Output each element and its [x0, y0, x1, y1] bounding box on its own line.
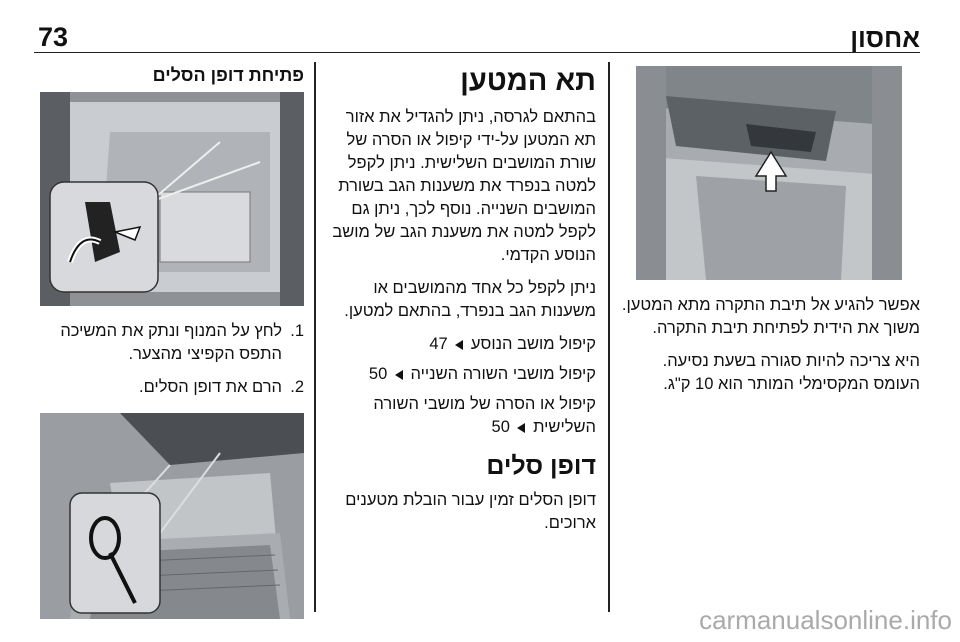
- page-ref-arrow-icon: [395, 370, 403, 380]
- basket-latch-photo: [40, 92, 304, 306]
- basket-open-photo: [40, 413, 304, 619]
- step-2-number: 2.: [290, 378, 304, 396]
- luggage-intro: בהתאם לגרסה, ניתן להגדיל את אזור תא המטען על-ידי קיפול או הסרה של שורת המושבים השלישית. ניתן לקפל למטה בנפרד את משענות הגב בשורת המושבים השנייה. נוסף לכך, ניתן גם לקפל למטה את משענת הגב של מושב הנוסע הקדמי.: [332, 108, 596, 264]
- ref-1-text: קיפול מושב הנוסע: [470, 335, 596, 353]
- column-right: [620, 66, 920, 406]
- open-basket-title: פתיחת דופן הסלים: [152, 65, 304, 85]
- page-ref-arrow-icon: [517, 423, 525, 433]
- page-ref-arrow-icon: [455, 340, 463, 350]
- luggage-para2: ניתן לקפל כל אחד מהמושבים או משענות הגב בנפרד, בהתאם למטען.: [344, 279, 596, 320]
- step-1-text: לחץ על המנוף ונתק את המשיכה התפס הקפיצי מהצער.: [60, 322, 282, 363]
- ref-fold-second-row[interactable]: [328, 363, 596, 386]
- ref-fold-third-row[interactable]: [328, 393, 596, 439]
- section-title: אחסון: [850, 23, 920, 53]
- step-2: [34, 376, 304, 399]
- ref-1-page: 47: [429, 335, 448, 353]
- step-1-number: 1.: [290, 322, 304, 340]
- ref-2-page: 50: [368, 365, 388, 383]
- page-header: [34, 22, 920, 53]
- basket-text: דופן הסלים זמין עבור הובלת מטענים ארוכים.: [345, 491, 596, 532]
- ref-3-text: קיפול או הסרה של מושבי השורה השלישית: [373, 395, 596, 436]
- ref-2-text: קיפול מושבי השורה השנייה: [410, 365, 596, 383]
- step-1: [34, 320, 304, 366]
- caption-1: אפשר להגיע אל תיבת התקרה מתא המטען. משוך את הידית לפתיחת תיבת התקרה.: [621, 296, 920, 337]
- column-divider-left: [314, 62, 316, 612]
- watermark: carmanualsonline.info: [699, 605, 952, 635]
- luggage-section-title: תא המטען: [460, 65, 596, 97]
- caption-2: היא צריכה להיות סגורה בשעת נסיעה. העומס המקסימלי המותר הוא 10 ק"ג.: [662, 352, 920, 393]
- column-divider-right: [608, 62, 610, 612]
- ref-3-page: 50: [491, 418, 510, 436]
- step-2-text: הרם את דופן הסלים.: [138, 378, 282, 396]
- column-middle: [328, 64, 596, 545]
- roof-storage-photo: [636, 66, 902, 280]
- page-number: 73: [38, 22, 69, 52]
- column-left: [34, 64, 304, 619]
- basket-subtitle: דופן סלים: [486, 452, 596, 480]
- ref-fold-passenger-seat[interactable]: [328, 333, 596, 356]
